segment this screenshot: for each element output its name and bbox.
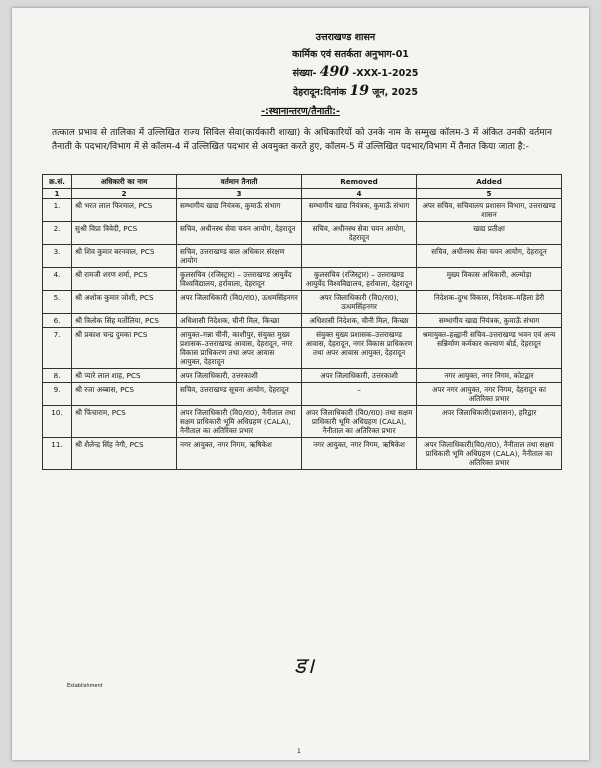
cell-serial: 10. [43, 406, 72, 438]
cell-officer-name: श्री फिंचाराम, PCS [72, 406, 177, 438]
signature: ड। [294, 654, 315, 679]
cell-removed: नगर आयुक्त, नगर निगम, ऋषिकेश [302, 438, 417, 470]
cell-added: खाद्य प्रतीक्षा [417, 222, 562, 245]
cell-current-posting: आयुक्त–गन्ना चीनी, काशीपुर, संयुक्त मुख्य प्रशासक–उत्तराखण्ड आवास, देहरादून, नगर विकास प्राधिकरण तथा अपर आवास आयुक्त, देहरादून [177, 328, 302, 369]
cell-added: नगर आयुक्त, नगर निगम, कोटद्वार [417, 369, 562, 383]
cell-officer-name: श्री भरत लाल फिरमाल, PCS [72, 199, 177, 222]
column-number: 3 [177, 189, 302, 199]
cell-removed: अपर जिलाधिकारी (वि0/रा0) तथा सक्षम प्राधिकारी भूमि अधिग्रहण (CALA), नैनीताल का अतिरिक्त प्रभार [302, 406, 417, 438]
order-date [122, 83, 589, 99]
cell-removed: अपर जिलाधिकारी (वि0/रा0), ऊधमसिंहनगर [302, 291, 417, 314]
cell-current-posting: कुलसचिव (रजिस्ट्रार) – उत्तराखण्ड आयुर्वेद विश्वविद्यालय, हर्रावाला, देहरादून [177, 268, 302, 291]
transfer-table [42, 174, 562, 470]
cell-added: श्रमायुक्त–हल्द्वानी सचिव–उत्तराखण्ड भवन एवं अन्य सन्निर्माण कर्मकार कल्याण बोर्ड, देहरादून [417, 328, 562, 369]
table-row [43, 406, 562, 438]
cell-serial: 9. [43, 383, 72, 406]
cell-removed: अधिशासी निदेशक, चीनी मिल, किच्छा [302, 314, 417, 328]
cell-serial: 7. [43, 328, 72, 369]
subject-heading: -:स्थानान्तरण/तैनाती:- [261, 106, 340, 117]
cell-current-posting: अपर जिलाधिकारी, उत्तरकाशी [177, 369, 302, 383]
order-number-handwritten: 490 [319, 64, 350, 80]
cell-officer-name: श्री रामजी शरण शर्मा, PCS [72, 268, 177, 291]
order-date-suffix: जून, 2025 [372, 87, 418, 98]
table-row [43, 222, 562, 245]
govt-title: उत्तराखण्ड शासन [315, 32, 376, 43]
cell-removed: सम्भागीय खाद्य नियंत्रक, कुमाऊँ संभाग [302, 199, 417, 222]
cell-removed: संयुक्त मुख्य प्रशासक–उत्तराखण्ड आवास, देहरादून, नगर विकास प्राधिकरण तथा अपर आवास आयुक्त, देहरादून [302, 328, 417, 369]
cell-removed [302, 245, 417, 268]
header-current-posting: वर्तमान तैनाती [177, 175, 302, 189]
cell-current-posting: सचिव, उत्तराखण्ड बाल अधिकार संरक्षण आयोग [177, 245, 302, 268]
cell-officer-name: श्री त्रिलोक सिंह मर्तोलिया, PCS [72, 314, 177, 328]
column-number: 1 [43, 189, 72, 199]
order-number [122, 64, 589, 80]
table-row [43, 369, 562, 383]
header-officer-name: अधिकारी का नाम [72, 175, 177, 189]
order-number-label: संख्या- [292, 68, 317, 79]
table-row [43, 314, 562, 328]
cell-removed: – [302, 383, 417, 406]
page-number: 1 [297, 748, 301, 755]
order-body-text: तत्काल प्रभाव से तालिका में उल्लिखित राज्य सिविल सेवा(कार्यकारी शाखा) के अधिकारियों को उनके नाम के सम्मुख कॉलम-3 में अंकित उनकी वर्तमान तैनाती के पदभार/विभाग में से कॉलम-4 में उल्लिखित पदभार से अवमुक्त करते हुए, कॉलम-5 में उल्लिखित पदभार/विभाग में तैनात किया जाता है:- [52, 128, 552, 152]
cell-officer-name: श्री शैलेन्द्र सिंह नेगी, PCS [72, 438, 177, 470]
cell-officer-name: सुश्री विप्रा त्रिवेदी, PCS [72, 222, 177, 245]
cell-added: अपर जिलाधिकारी(प्रशासन), हरिद्वार [417, 406, 562, 438]
cell-serial: 3. [43, 245, 72, 268]
table-row [43, 328, 562, 369]
cell-added: अपर नगर आयुक्त, नगर निगम, देहरादून का अतिरिक्त प्रभार [417, 383, 562, 406]
cell-officer-name: श्री प्यारे लाल शाह, PCS [72, 369, 177, 383]
cell-current-posting: सम्भागीय खाद्य नियंत्रक, कुमाऊँ संभाग [177, 199, 302, 222]
order-number-suffix: -XXX-1-2025 [352, 68, 419, 79]
cell-officer-name: श्री प्रकाश चन्द्र दुमका PCS [72, 328, 177, 369]
column-number: 5 [417, 189, 562, 199]
cell-serial: 5. [43, 291, 72, 314]
table-row [43, 383, 562, 406]
cell-removed: अपर जिलाधिकारी, उत्तरकाशी [302, 369, 417, 383]
cell-current-posting: सचिव, अधीनस्थ सेवा चयन आयोग, देहरादून [177, 222, 302, 245]
cell-removed: कुलसचिव (रजिस्ट्रार) – उत्तराखण्ड आयुर्वेद विश्वविद्यालय, हर्रावाला, देहरादून [302, 268, 417, 291]
column-number: 4 [302, 189, 417, 199]
cell-serial: 1. [43, 199, 72, 222]
table-row [43, 438, 562, 470]
cell-added: सचिव, अधीनस्थ सेवा चयन आयोग, देहरादून [417, 245, 562, 268]
cell-current-posting: अधिशासी निदेशक, चीनी मिल, किच्छा [177, 314, 302, 328]
cell-added: अपर सचिव, सचिवालय प्रशासन विभाग, उत्तराखण्ड शासन [417, 199, 562, 222]
cell-serial: 8. [43, 369, 72, 383]
header-added: Added [417, 175, 562, 189]
cell-current-posting: नगर आयुक्त, नगर निगम, ऋषिकेश [177, 438, 302, 470]
cell-serial: 2. [43, 222, 72, 245]
column-number: 2 [72, 189, 177, 199]
letter-header [12, 30, 589, 99]
department-name: कार्मिक एवं सतर्कता अनुभाग-01 [292, 49, 409, 60]
cell-added: निदेशक–दुग्ध विकास, निदेशक–महिला डेरी [417, 291, 562, 314]
table-row [43, 268, 562, 291]
cell-serial: 4. [43, 268, 72, 291]
header-removed: Removed [302, 175, 417, 189]
cell-added: अपर जिलाधिकारी(वि0/रा0), नैनीताल तथा सक्षम प्राधिकारी भूमि अधिग्रहण (CALA), नैनीताल का अतिरिक्त प्रभार [417, 438, 562, 470]
order-date-prefix: देहरादून:दिनांक [293, 87, 347, 98]
table-row [43, 245, 562, 268]
cell-current-posting: अपर जिलाधिकारी (वि0/रा0), नैनीताल तथा सक्षम प्राधिकारी भूमि अधिग्रहण (CALA), नैनीताल का अतिरिक्त प्रभार [177, 406, 302, 438]
order-date-handwritten: 19 [349, 83, 369, 99]
cell-officer-name: श्री अशोक कुमार जोशी, PCS [72, 291, 177, 314]
header-serial: क्र.सं. [43, 175, 72, 189]
table-column-number-row [43, 189, 562, 199]
table-row [43, 199, 562, 222]
cell-added: मुख्य विकास अधिकारी, अल्मोड़ा [417, 268, 562, 291]
cell-serial: 11. [43, 438, 72, 470]
cell-officer-name: श्री शिव कुमार बरनवाल, PCS [72, 245, 177, 268]
table-row [43, 291, 562, 314]
table-header-row [43, 175, 562, 189]
cell-current-posting: सचिव, उत्तराखण्ड सूचना आयोग, देहरादून [177, 383, 302, 406]
footnote-establishment: Establishment [67, 683, 103, 689]
cell-removed: सचिव, अधीनस्थ सेवा चयन आयोग, देहरादून [302, 222, 417, 245]
document-page [12, 8, 589, 760]
cell-current-posting: अपर जिलाधिकारी (वि0/रा0), ऊधमसिंहनगर [177, 291, 302, 314]
cell-serial: 6. [43, 314, 72, 328]
cell-officer-name: श्री रजा अब्बास, PCS [72, 383, 177, 406]
cell-added: सम्भागीय खाद्य नियंत्रक, कुमाऊँ संभाग [417, 314, 562, 328]
